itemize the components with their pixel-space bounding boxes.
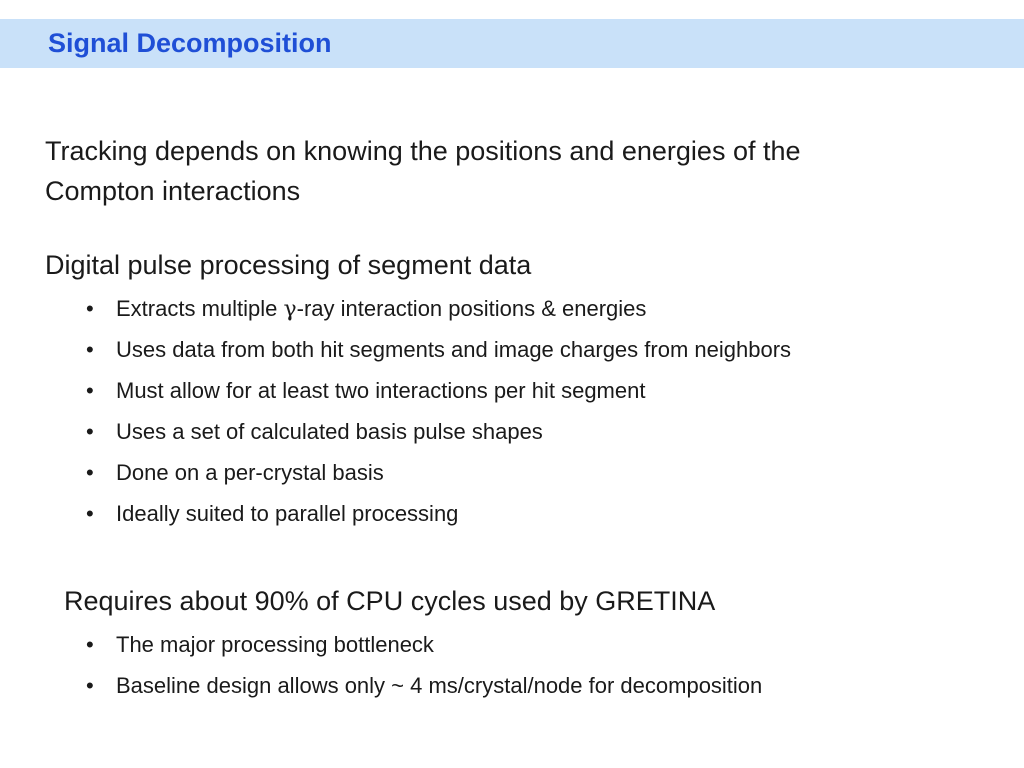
- bullet-text: Must allow for at least two interactions per hit segment: [116, 378, 646, 403]
- intro-text: [45, 131, 801, 211]
- intro-line-1: Tracking depends on knowing the positions and energies of the: [45, 136, 801, 166]
- bullet-text: Baseline design allows only ~ 4 ms/crystal/node for decomposition: [116, 673, 763, 698]
- bullet-dot-icon: •: [86, 419, 94, 444]
- bullet-dot-icon: •: [86, 673, 94, 698]
- bullet-text-pre: Extracts multiple: [116, 296, 284, 321]
- slide-title: Signal Decomposition: [48, 28, 332, 58]
- bullet-dot-icon: •: [86, 460, 94, 485]
- bullet-dot-icon: •: [86, 296, 94, 321]
- bullet-dot-icon: •: [86, 501, 94, 526]
- intro-line-2: Compton interactions: [45, 176, 301, 206]
- bullet-text: [116, 288, 646, 330]
- bullet-text: Uses a set of calculated basis pulse shapes: [116, 419, 543, 444]
- bullet-text: The major processing bottleneck: [116, 632, 434, 657]
- bullet-text: Done on a per-crystal basis: [116, 460, 384, 485]
- bullet-text-post: -ray interaction positions & energies: [296, 296, 647, 321]
- bullet-text: Ideally suited to parallel processing: [116, 501, 459, 526]
- bullet-text: Uses data from both hit segments and image charges from neighbors: [116, 337, 792, 362]
- bullet-dot-icon: •: [86, 337, 94, 362]
- section2-heading: Requires about 90% of CPU cycles used by GRETINA: [64, 586, 716, 616]
- bullet-dot-icon: •: [86, 378, 94, 403]
- bullet-dot-icon: •: [86, 632, 94, 657]
- gamma-symbol: γ: [283, 297, 297, 322]
- section1-heading: Digital pulse processing of segment data: [45, 250, 532, 280]
